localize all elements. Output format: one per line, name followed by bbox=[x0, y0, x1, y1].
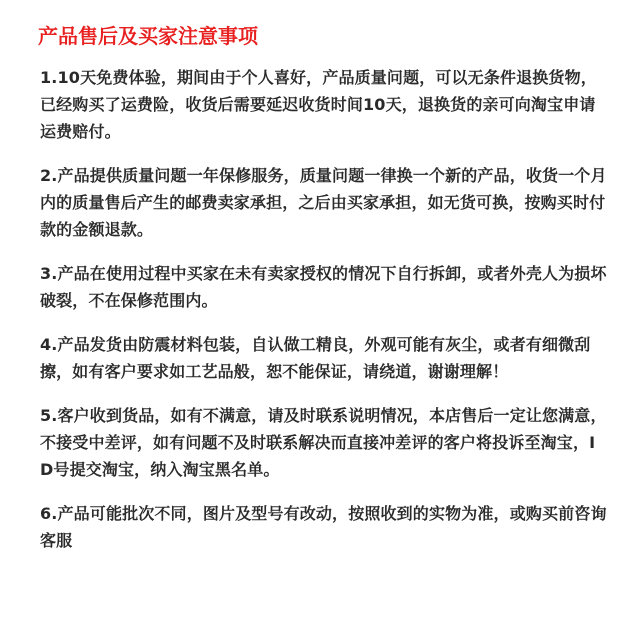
notice-list bbox=[40, 64, 608, 571]
notice-item-5: 5.客户收到货品，如有不满意，请及时联系说明情况，本店售后一定让您满意，不接受中差评，如有问题不及时联系解决而直接冲差评的客户将投诉至淘宝，ID号提交淘宝，纳入淘宝黑名单。 bbox=[40, 406, 607, 479]
notice-item-4: 4.产品发货由防震材料包装，自认做工精良，外观可能有灰尘，或者有细微刮擦，如有客户要求如工艺品般，恕不能保证，请绕道，谢谢理解！ bbox=[40, 335, 591, 381]
notice-item-1: 1.10天免费体验，期间由于个人喜好，产品质量问题，可以无条件退换货物，已经购买了运费险，收货后需要延迟收货时间10天，退换货的亲可向淘宝申请运费赔付。 bbox=[40, 68, 597, 141]
notice-item-2: 2.产品提供质量问题一年保修服务，质量问题一律换一个新的产品，收货一个月内的质量售后产生的邮费卖家承担，之后由买家承担，如无货可换，按购买时付款的金额退款。 bbox=[40, 166, 607, 239]
notice-item-3: 3.产品在使用过程中买家在未有卖家授权的情况下自行拆卸，或者外壳人为损坏破裂，不在保修范围内。 bbox=[40, 264, 607, 310]
page-title: 产品售后及买家注意事项 bbox=[38, 24, 258, 48]
notice-item-6: 6.产品可能批次不同，图片及型号有改动，按照收到的实物为准，或购买前咨询客服 bbox=[40, 504, 607, 550]
